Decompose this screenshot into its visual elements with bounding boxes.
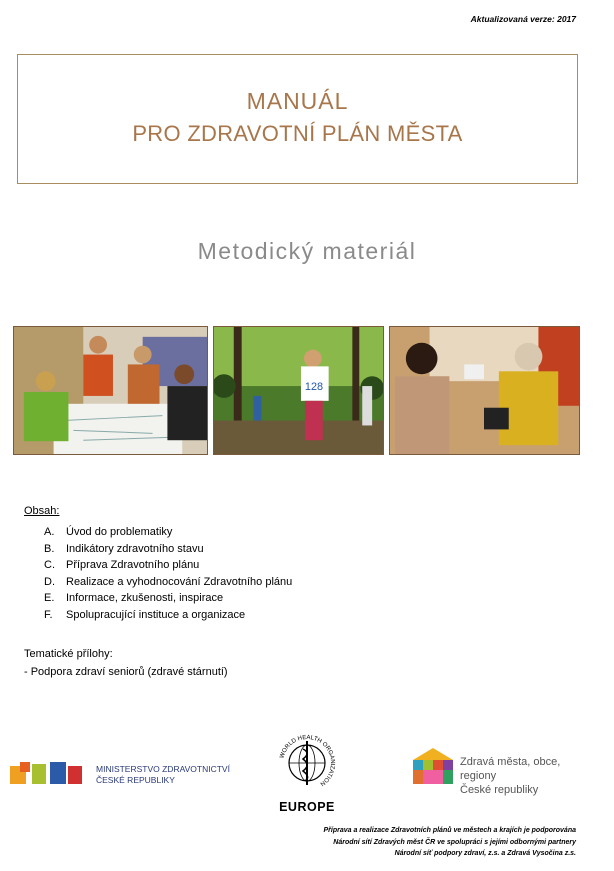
footer-line3: Národní síť podpory zdraví, z.s. a Zdravá Vysočina z.s. <box>394 850 576 857</box>
healthy-cities-logo <box>409 746 589 796</box>
photo-health-check <box>389 326 580 455</box>
toc-letter: E. <box>44 592 55 605</box>
toc-letter: F. <box>44 608 53 621</box>
toc-text: Úvod do problematiky <box>66 526 173 538</box>
svg-text:128: 128 <box>304 381 324 394</box>
healthy-cities-line2: České republiky <box>460 784 539 796</box>
healthy-cities-text <box>460 755 589 797</box>
title-box <box>17 54 578 184</box>
toc-text: Příprava Zdravotního plánu <box>66 559 200 572</box>
who-logo <box>274 733 340 813</box>
toc-item <box>44 541 292 558</box>
toc-item <box>44 557 292 574</box>
footer-note <box>324 825 577 860</box>
toc-letter: B. <box>44 542 55 555</box>
who-ring-text: WORLD HEALTH ORGANIZATION <box>279 734 336 787</box>
toc-text: Indikátory zdravotního stavu <box>66 542 204 555</box>
toc-text: Spolupracující instituce a organizace <box>66 608 246 621</box>
appendix-item: - Podpora zdraví seniorů (zdravé stárnutí) <box>24 666 228 678</box>
version-note: Aktualizovaná verze: 2017 <box>470 14 576 24</box>
toc-text: Informace, zkušenosti, inspirace <box>66 592 224 605</box>
title-line1: MANUÁL <box>246 88 349 114</box>
photo-race <box>213 326 384 455</box>
appendices-heading: Tematické přílohy: <box>24 648 113 660</box>
toc-letter: D. <box>44 575 55 588</box>
title-line2: PRO ZDRAVOTNÍ PLÁN MĚSTA <box>132 121 463 146</box>
toc-letter: A. <box>44 526 55 538</box>
ministry-name-line2: ČESKÉ REPUBLIKY <box>96 775 175 785</box>
toc-item <box>44 574 292 591</box>
contents-heading: Obsah: <box>24 505 60 517</box>
healthy-cities-line1: Zdravá města, obce, regiony <box>460 756 561 782</box>
table-of-contents <box>44 524 292 624</box>
who-region: EUROPE <box>279 800 335 814</box>
toc-item <box>44 607 292 624</box>
ministry-logo <box>10 760 240 786</box>
photo-meeting <box>13 326 208 455</box>
toc-item <box>44 524 292 541</box>
toc-letter: C. <box>44 559 55 572</box>
footer-line1: Příprava a realizace Zdravotních plánů ve městech a krajích je podporována <box>323 827 576 834</box>
ministry-name-line1: MINISTERSTVO ZDRAVOTNICTVÍ <box>96 764 230 774</box>
footer-line2: Národní sítí Zdravých měst ČR ve spolupráci s jejími odbornými partnery <box>333 838 576 846</box>
toc-item <box>44 590 292 607</box>
toc-text: Realizace a vyhodnocování Zdravotního plánu <box>66 575 293 588</box>
subtitle: Metodický materiál <box>197 238 417 264</box>
